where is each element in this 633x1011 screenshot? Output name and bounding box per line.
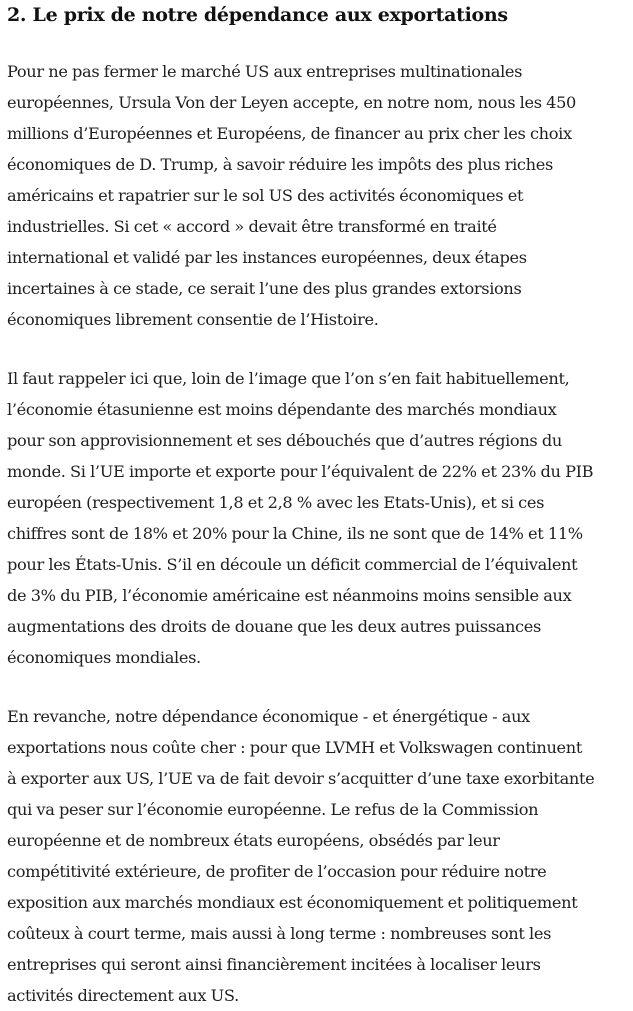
text-line: entreprises qui seront ainsi financièrement incitées à localiser leurs: [7, 955, 541, 974]
paragraph-2: [7, 363, 627, 673]
text-line: européen (respectivement 1,8 et 2,8 % avec les Etats-Unis), et si ces: [7, 493, 545, 512]
text-line: En revanche, notre dépendance économique - et énergétique - aux: [7, 707, 530, 726]
text-line: Il faut rappeler ici que, loin de l’image que l’on s’en fait habituellement,: [7, 369, 570, 388]
text-line: pour les États-Unis. S’il en découle un déficit commercial de l’équivalent: [7, 555, 578, 574]
text-line: international et validé par les instances européennes, deux étapes: [7, 248, 527, 267]
text-line: compétitivité extérieure, de profiter de l’occasion pour réduire notre: [7, 862, 547, 881]
text-line: exposition aux marchés mondiaux est économiquement et politiquement: [7, 893, 578, 912]
text-line: qui va peser sur l’économie européenne. Le refus de la Commission: [7, 800, 539, 819]
text-line: chiffres sont de 18% et 20% pour la Chine, ils ne sont que de 14% et 11%: [7, 524, 583, 543]
text-line: à exporter aux US, l’UE va de fait devoir s’acquitter d’une taxe exorbitante: [7, 769, 595, 788]
text-line: coûteux à court terme, mais aussi à long terme : nombreuses sont les: [7, 924, 552, 943]
text-line: exportations nous coûte cher : pour que LVMH et Volkswagen continuent: [7, 738, 582, 757]
text-line: américains et rapatrier sur le sol US des activités économiques et: [7, 186, 524, 205]
text-line: millions d’Européennes et Européens, de financer au prix cher les choix: [7, 124, 572, 143]
text-line: augmentations des droits de douane que les deux autres puissances: [7, 617, 541, 636]
section-heading: 2. Le prix de notre dépendance aux exportations: [7, 4, 508, 26]
text-line: activités directement aux US.: [7, 986, 239, 1005]
text-line: européennes, Ursula Von der Leyen accepte, en notre nom, nous les 450: [7, 93, 577, 112]
text-line: pour son approvisionnement et ses débouchés que d’autres régions du: [7, 431, 562, 450]
text-line: monde. Si l’UE importe et exporte pour l’équivalent de 22% et 23% du PIB: [7, 462, 594, 481]
text-line: l’économie étasunienne est moins dépendante des marchés mondiaux: [7, 400, 557, 419]
text-line: européenne et de nombreux états européens, obsédés par leur: [7, 831, 500, 850]
text-line: industrielles. Si cet « accord » devait être transformé en traité: [7, 217, 497, 236]
paragraph-3: [7, 701, 627, 1011]
text-line: Pour ne pas fermer le marché US aux entreprises multinationales: [7, 62, 523, 81]
paragraph-1: [7, 56, 627, 335]
text-line: de 3% du PIB, l’économie américaine est néanmoins moins sensible aux: [7, 586, 572, 605]
text-line: économiques de D. Trump, à savoir réduire les impôts des plus riches: [7, 155, 553, 174]
text-line: économiques mondiales.: [7, 648, 201, 667]
text-line: incertaines à ce stade, ce serait l’une des plus grandes extorsions: [7, 279, 522, 298]
text-line: économiques librement consentie de l’Histoire.: [7, 310, 379, 329]
